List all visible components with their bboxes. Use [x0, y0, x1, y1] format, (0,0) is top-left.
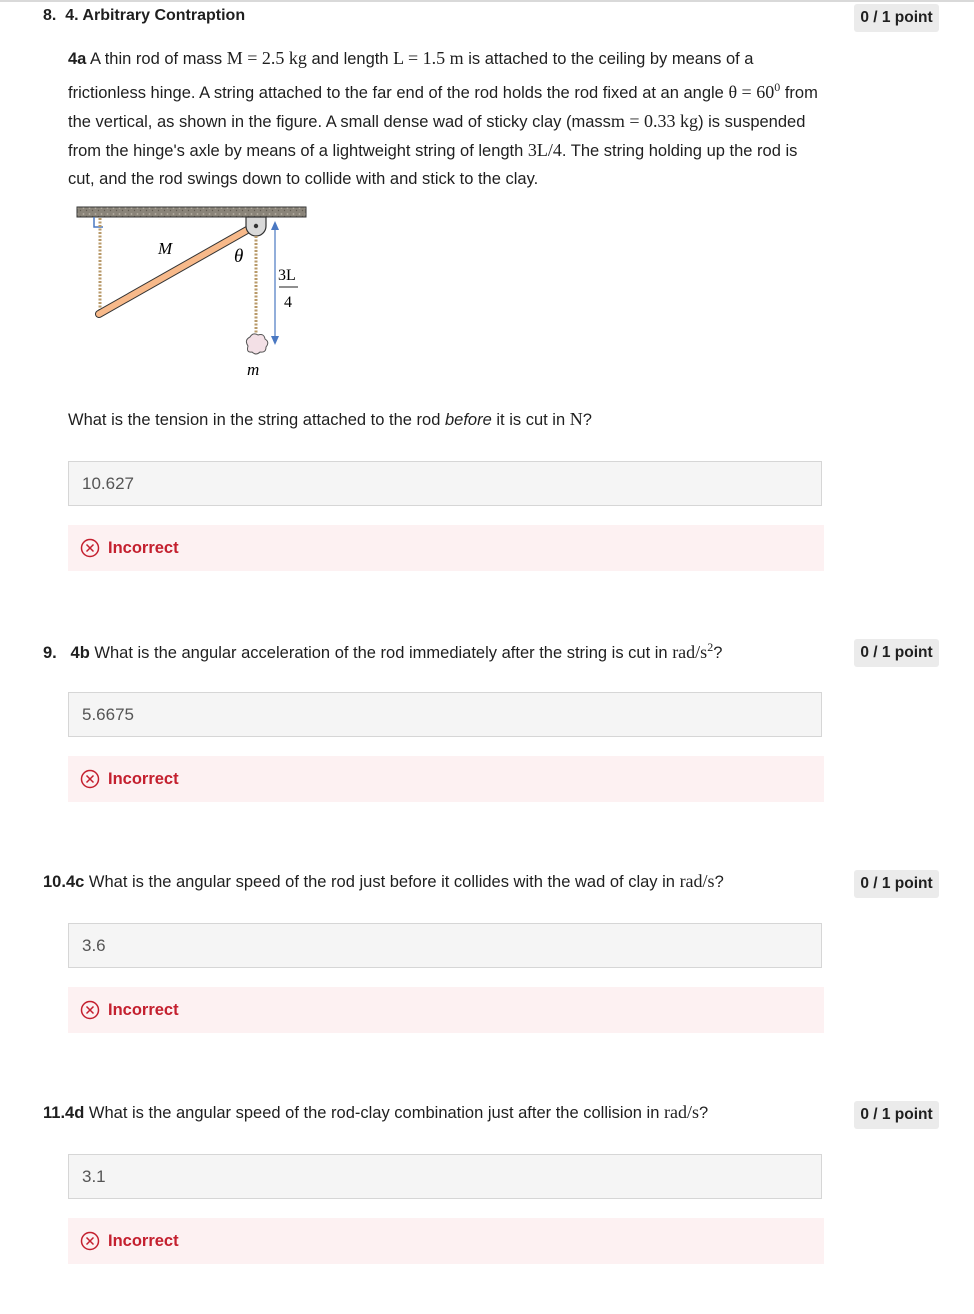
- points-badge: 0 / 1 point: [854, 4, 939, 32]
- points-badge: 0 / 1 point: [854, 639, 939, 667]
- feedback-incorrect: [68, 756, 824, 802]
- question-text: What is the angular speed of the rod just before it collides with the wad of clay in: [88, 873, 675, 891]
- angle-equation: $\theta = 60^0$: [728, 80, 781, 102]
- question-title: 4. Arbitrary Contraption: [65, 7, 246, 24]
- feedback-label: Incorrect: [108, 538, 179, 557]
- intro-text: and length: [311, 50, 389, 68]
- prompt-text: What is the tension in the string attached to the rod: [68, 411, 441, 429]
- string-length-equation: 3L/4: [527, 140, 562, 160]
- answer-field[interactable]: 3.1: [68, 1154, 822, 1199]
- question-11-header: 11.4d What is the angular speed of the rod-clay combination just after the collision in rad/s?: [43, 1102, 709, 1122]
- intro-text: ) is: [698, 113, 721, 131]
- feedback-label: Incorrect: [108, 769, 179, 788]
- question-text: What is the angular speed of the rod-clay combination just after the collision in: [88, 1104, 660, 1122]
- question-number: 10.: [43, 873, 66, 891]
- length-equation: L = 1.5 m: [393, 48, 464, 68]
- feedback-label: Incorrect: [108, 1000, 179, 1019]
- intro-text: A thin rod of mass: [90, 50, 223, 68]
- question-9-header: 9. 4b What is the angular acceleration of the rod immediately after the string is cut in rad/$s^2$?: [43, 640, 723, 662]
- intro-text: is attached to the ceiling by means of a: [468, 50, 754, 68]
- question-10-header: 10.4c What is the angular speed of the rod just before it collides with the wad of clay in rad/s?: [43, 871, 724, 891]
- question-number: 8.: [43, 7, 57, 24]
- ceiling: [77, 207, 306, 217]
- unit: rad/s: [679, 871, 715, 891]
- part-label: 4d: [65, 1104, 85, 1122]
- top-divider: [0, 0, 974, 2]
- prompt-text: it is cut in: [496, 411, 566, 429]
- question-8-prompt: [68, 409, 592, 430]
- intro-text: up the rod is cut, and the rod swings down to collide with and stick to the clay.: [68, 142, 798, 188]
- mass-equation: M = 2.5 kg: [226, 48, 307, 68]
- question-text: What is the angular acceleration of the rod immediately after the string is cut in: [94, 644, 668, 662]
- answer-field[interactable]: 3.6: [68, 923, 822, 968]
- prompt-end: ?: [582, 411, 592, 429]
- feedback-incorrect: [68, 525, 824, 571]
- points-badge: 0 / 1 point: [854, 870, 939, 898]
- prompt-emphasis: before: [444, 411, 492, 429]
- answer-field[interactable]: 10.627: [68, 461, 822, 506]
- part-label: 4a: [68, 50, 87, 68]
- x-circle-icon: [80, 1231, 100, 1251]
- rod-hinge-figure: [70, 200, 320, 390]
- feedback-label: Incorrect: [108, 1231, 179, 1250]
- part-label: 4b: [70, 644, 90, 662]
- unit: rad/$s^2$: [672, 640, 714, 662]
- clay-wad: [246, 334, 267, 354]
- answer-field[interactable]: 5.6675: [68, 692, 822, 737]
- clay-mass-equation: m = 0.33 kg: [610, 111, 699, 131]
- part-label: 4c: [65, 873, 85, 891]
- intro-text: suspended from the hinge's axle by means of a lightweight string of length: [68, 113, 806, 160]
- intro-text: . The string holding: [561, 142, 702, 160]
- question-8-header: [43, 7, 245, 25]
- label-theta: θ: [234, 246, 244, 267]
- feedback-incorrect: [68, 987, 824, 1033]
- label-4: 4: [284, 294, 292, 311]
- question-number: 9.: [43, 644, 57, 662]
- label-3L: 3L: [278, 267, 296, 284]
- question-number: 11.: [43, 1104, 66, 1122]
- x-circle-icon: [80, 538, 100, 558]
- x-circle-icon: [80, 1000, 100, 1020]
- label-m: m: [247, 360, 260, 379]
- question-8-intro: [68, 44, 828, 193]
- x-circle-icon: [80, 769, 100, 789]
- feedback-incorrect: [68, 1218, 824, 1264]
- intro-text: from the vertical, as shown in the figure. A small dense wad of sticky clay (mass: [68, 84, 818, 131]
- label-M: M: [158, 239, 173, 258]
- prompt-unit: N: [569, 409, 583, 429]
- unit: rad/s: [663, 1102, 699, 1122]
- intro-text: frictionless hinge. A string attached to the far end of the rod holds the rod fixed at an angle: [68, 84, 724, 102]
- points-badge: 0 / 1 point: [854, 1101, 939, 1129]
